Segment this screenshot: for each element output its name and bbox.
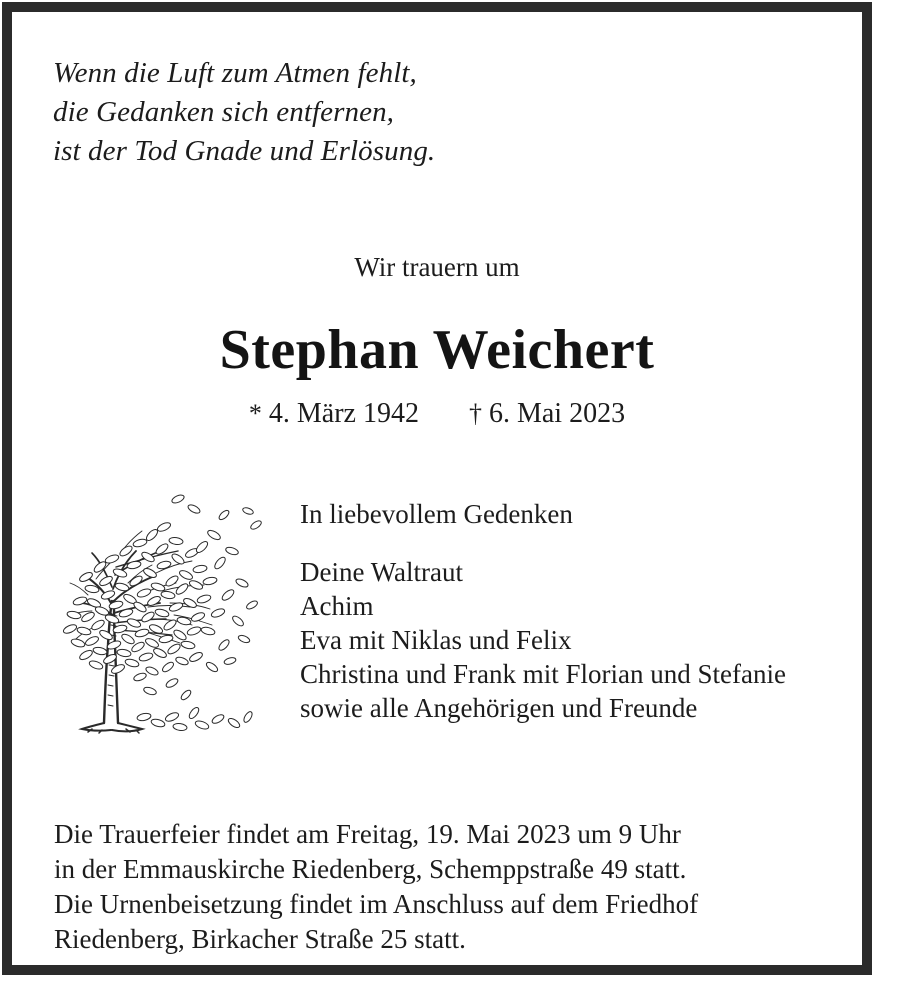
family-line-4: Christina und Frank mit Florian und Stefanie	[300, 659, 786, 689]
service-line-4: Riedenberg, Birkacher Straße 25 statt.	[54, 924, 466, 954]
quote-line-2: die Gedanken sich entfernen,	[53, 96, 395, 128]
death-date: 6. Mai 2023	[488, 398, 626, 429]
deceased-name: Stephan Weichert	[219, 319, 655, 381]
family-line-5: sowie alle Angehörigen und Freunde	[300, 693, 698, 723]
quote-line-1: Wenn die Luft zum Atmen fehlt,	[53, 57, 417, 89]
family-line-2: Achim	[300, 591, 374, 621]
death-cross-icon: †	[468, 399, 482, 428]
service-line-1: Die Trauerfeier findet am Freitag, 19. Mai 2023 um 9 Uhr	[54, 819, 681, 849]
windblown-tree-icon	[52, 455, 267, 745]
quote-line-3: ist der Tod Gnade und Erlösung.	[53, 135, 436, 167]
obituary-notice-card	[2, 2, 872, 975]
memorial-heading: In liebevollem Gedenken	[300, 499, 573, 529]
service-details	[54, 817, 844, 957]
birth-date: 4. März 1942	[268, 398, 419, 429]
family-line-1: Deine Waltraut	[300, 557, 464, 587]
life-dates	[12, 398, 862, 430]
service-line-2: in der Emmauskirche Riedenberg, Schemppstraße 49 statt.	[54, 854, 687, 884]
memorial-block	[300, 497, 786, 725]
birth-symbol-icon: *	[248, 399, 262, 428]
memorial-quote	[53, 54, 435, 171]
family-line-3: Eva mit Niklas und Felix	[300, 625, 572, 655]
service-line-3: Die Urnenbeisetzung findet im Anschluss auf dem Friedhof	[54, 889, 699, 919]
family-list	[300, 555, 786, 725]
notice-inner	[12, 12, 862, 965]
mourning-intro-text: Wir trauern um	[354, 252, 520, 282]
